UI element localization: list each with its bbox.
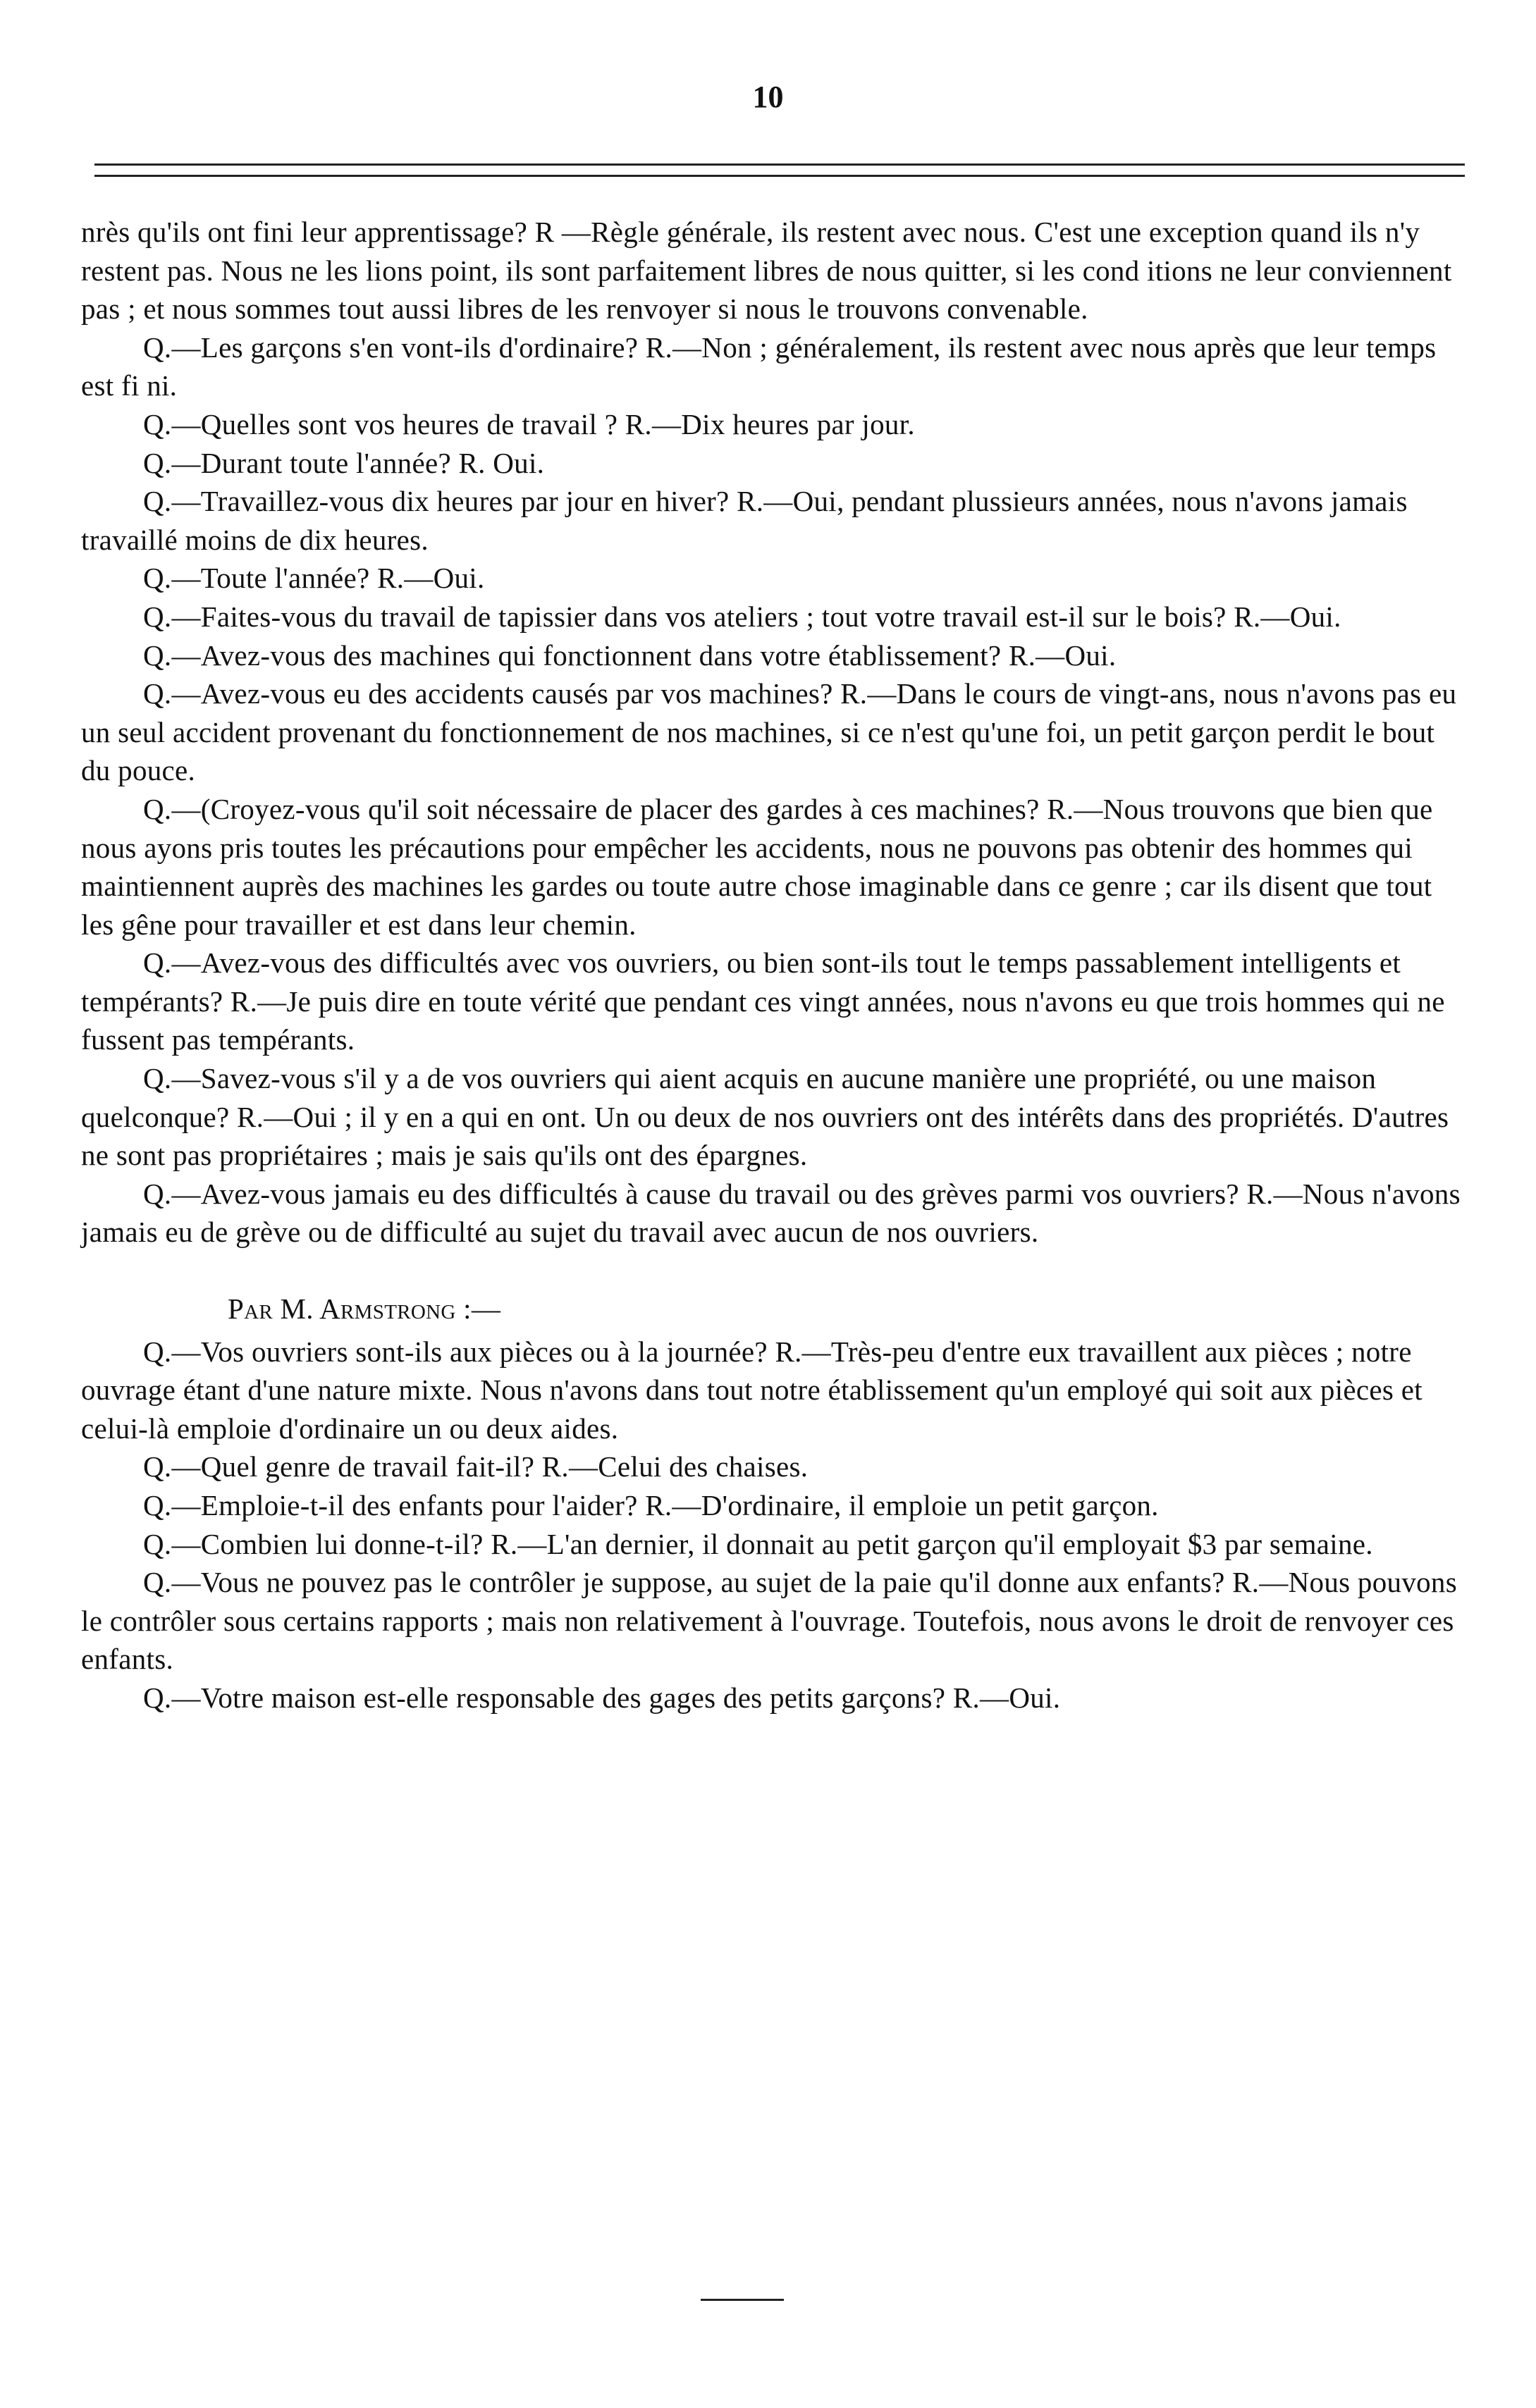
header-rule-bottom xyxy=(94,175,1465,177)
header-rule-top xyxy=(94,163,1465,166)
paragraph: Q.—Vous ne pouvez pas le contrôler je suppose, au sujet de la paie qu'il donne aux enfants? R.—Nous pouvons le contrôler sous certains rapports ; mais non relativement à l'ouvrage. Toutefois, nous avons le droit de renvoyer ces enfants. xyxy=(81,1566,1457,1676)
paragraph: nrès qu'ils ont fini leur apprentissage? R —Règle générale, ils restent avec nous. C'est une exception quand ils n'y restent pas. Nous ne les lions point, ils sont parfaitement libres de nous quitter, si les cond itions ne leur conviennent pas ; et nous sommes tout aussi libres de les renvoyer si nous le trouvons convenable. xyxy=(81,216,1452,326)
paragraph: Q.—Votre maison est-elle responsable des gages des petits garçons? R.—Oui. xyxy=(143,1681,1061,1714)
paragraph: Q.—Vos ouvriers sont-ils aux pièces ou à la journée? R.—Très-peu d'entre eux travaillent aux pièces ; notre ouvrage étant d'une nature mixte. Nous n'avons dans tout notre établissement qu'un employé qui soit aux pièces et celui-là emploie d'ordinaire un ou deux aides. xyxy=(81,1335,1423,1445)
paragraph: Q.—Avez-vous des machines qui fonctionnent dans votre établissement? R.—Oui. xyxy=(143,638,1117,672)
paragraph: Q.—Combien lui donne-t-il? R.—L'an dernier, il donnait au petit garçon qu'il employait $3 par semaine. xyxy=(143,1527,1373,1560)
section-heading: Par M. Armstrong :— xyxy=(228,1292,501,1326)
paragraph: Q.—Savez-vous s'il y a de vos ouvriers qui aient acquis en aucune manière une propriété, ou une maison quelconque? R.—Oui ; il y en a qui en ont. Un ou deux de nos ouvriers ont des intérêts dans des propriétés. D'autres ne sont pas propriétaires ; mais je sais qu'ils ont des épargnes. xyxy=(81,1062,1449,1172)
paragraph: Q.—Quel genre de travail fait-il? R.—Celui des chaises. xyxy=(143,1450,809,1483)
paragraph: Q.—Avez-vous eu des accidents causés par vos machines? R.—Dans le cours de vingt-ans, nous n'avons pas eu un seul accident provenant du fonctionnement de nos machines, si ce n'est qu'une foi, un petit garçon perdit le bout du pouce. xyxy=(81,677,1457,787)
paragraph: Q.—Les garçons s'en vont-ils d'ordinaire? R.—Non ; généralement, ils restent avec nous après que leur temps est fi ni. xyxy=(81,331,1437,402)
paragraph: Q.—Durant toute l'année? R. Oui. xyxy=(143,446,545,479)
page-number: 10 xyxy=(752,80,784,114)
paragraph: Q.—Emploie-t-il des enfants pour l'aider? R.—D'ordinaire, il emploie un petit garçon. xyxy=(143,1489,1159,1521)
paragraph: Q.—Avez-vous jamais eu des difficultés à cause du travail ou des grèves parmi vos ouvriers? R.—Nous n'avons jamais eu de grève ou de difficulté au sujet du travail avec aucun de nos ouvriers. xyxy=(81,1177,1461,1249)
paragraph: Q.—Faites-vous du travail de tapissier dans vos ateliers ; tout votre travail est-il sur le bois? R.—Oui. xyxy=(143,600,1341,633)
body-text xyxy=(81,213,1463,1717)
paragraph: Q.—Travaillez-vous dix heures par jour en hiver? R.—Oui, pendant plussieurs années, nous n'avons jamais travaillé moins de dix heures. xyxy=(81,485,1408,556)
end-rule xyxy=(701,2299,784,2301)
paragraph: Q.—(Croyez-vous qu'il soit nécessaire de placer des gardes à ces machines? R.—Nous trouvons que bien que nous ayons pris toutes les précautions pour empêcher les accidents, nous ne pouvons pas obtenir des hommes qui maintiennent auprès des machines les gardes ou toute autre chose imaginable dans ce genre ; car ils disent que tout les gêne pour travailler et est dans leur chemin. xyxy=(81,792,1433,941)
paragraph: Q.—Toute l'année? R.—Oui. xyxy=(143,562,485,595)
paragraph: Q.—Quelles sont vos heures de travail ? R.—Dix heures par jour. xyxy=(143,407,915,440)
paragraph: Q.—Avez-vous des difficultés avec vos ouvriers, ou bien sont-ils tout le temps passablement intelligents et tempérants? R.—Je puis dire en toute vérité que pendant ces vingt années, nous n'avons eu que trois hommes qui ne fussent pas tempérants. xyxy=(81,946,1445,1056)
